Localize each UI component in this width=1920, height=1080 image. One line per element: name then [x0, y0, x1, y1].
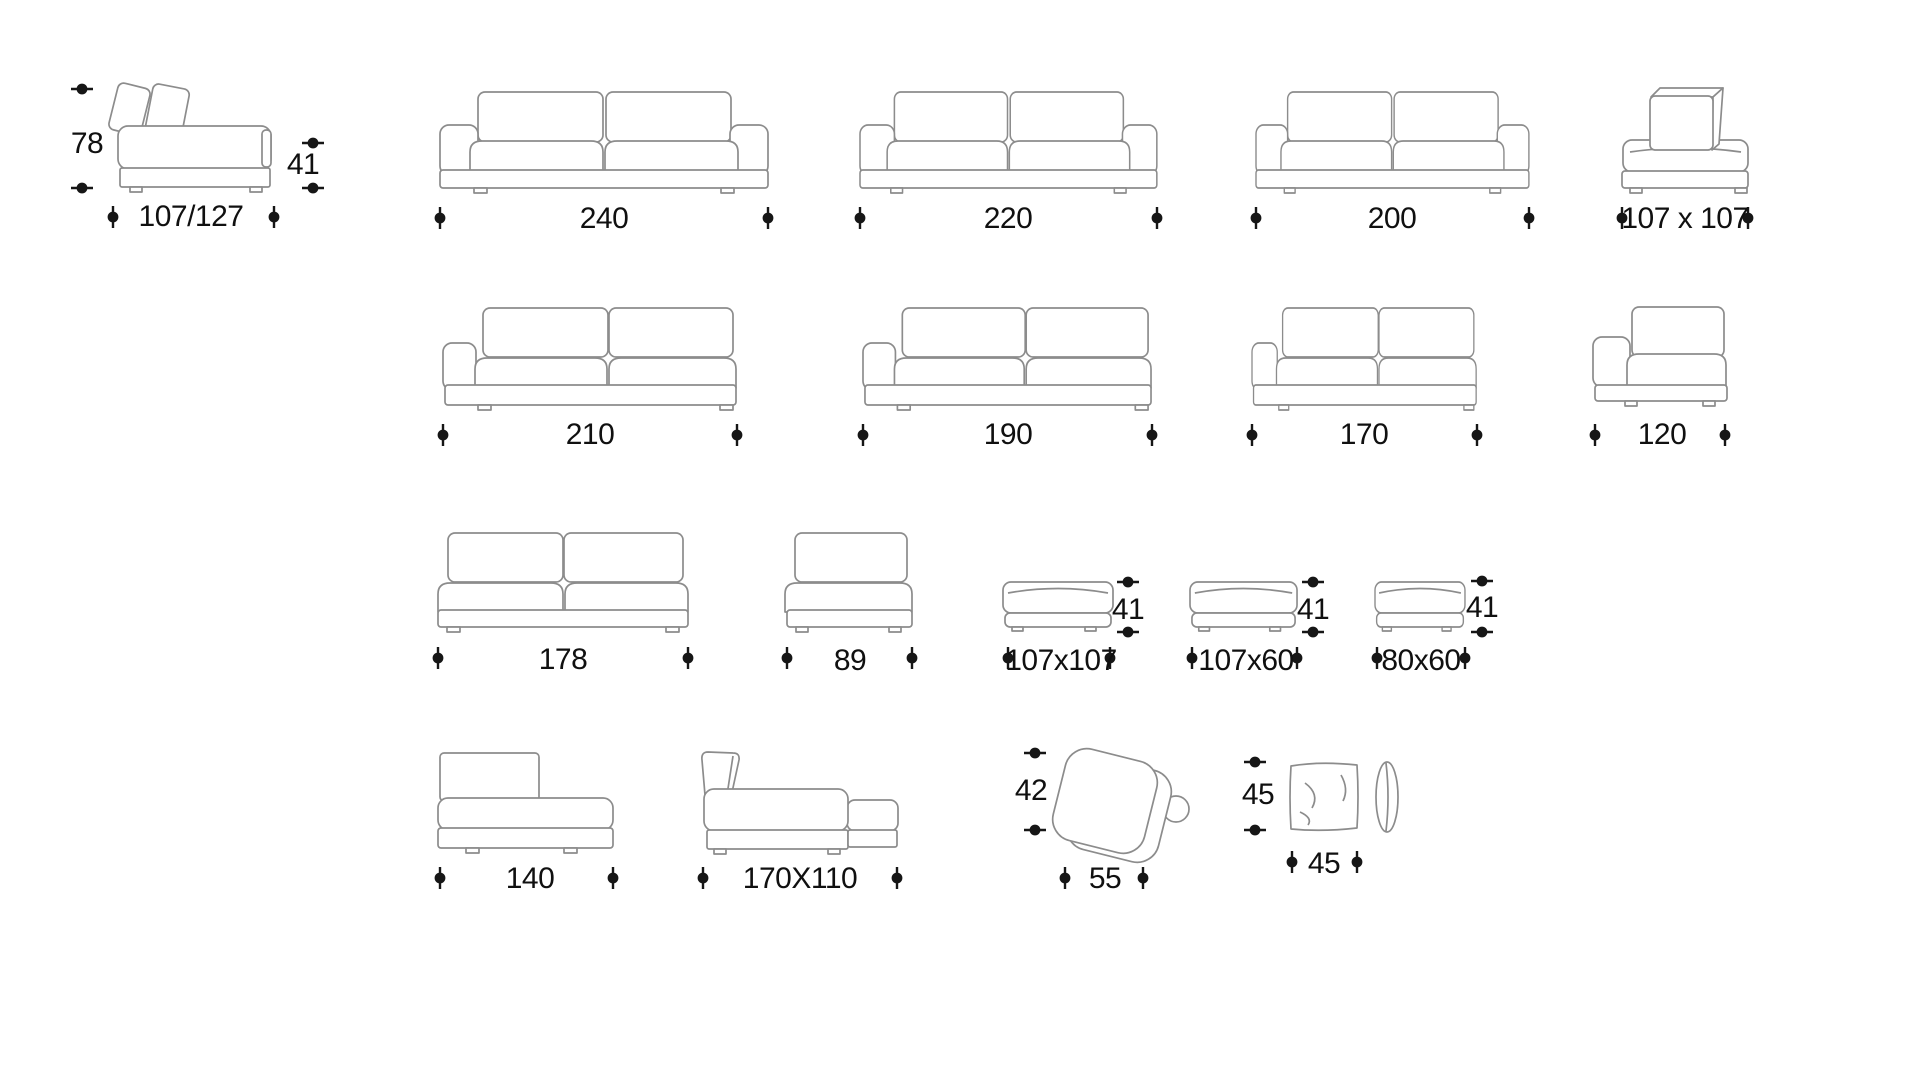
- dim-marker-icon: [1302, 628, 1324, 636]
- dim-marker-icon: [1302, 578, 1324, 586]
- dim-marker-icon: [1117, 578, 1139, 586]
- dim-label-armless-89: 89: [833, 644, 867, 677]
- dim-marker-icon: [1721, 424, 1729, 446]
- dim-label-chaise-140: 140: [505, 862, 555, 895]
- dim-marker-icon: [609, 867, 617, 889]
- dim-marker-icon: [1471, 628, 1493, 636]
- dim-marker-icon: [893, 867, 901, 889]
- dim-marker-icon: [434, 647, 442, 669]
- dim-marker-icon: [302, 139, 324, 147]
- dim-label-headrest-height: 42: [1014, 774, 1048, 807]
- dim-label-side-height: 78: [70, 127, 104, 160]
- dim-marker-icon: [1188, 647, 1196, 669]
- dim-marker-icon: [699, 867, 707, 889]
- dim-label-side-depth: 107/127: [138, 200, 244, 233]
- dim-marker-icon: [71, 184, 93, 192]
- dim-marker-icon: [1024, 826, 1046, 834]
- dim-label-armchair-120: 120: [1637, 418, 1687, 451]
- dim-marker-icon: [764, 207, 772, 229]
- dim-marker-icon: [1024, 749, 1046, 757]
- dim-marker-icon: [1353, 851, 1361, 873]
- dim-marker-icon: [1252, 207, 1260, 229]
- dim-marker-icon: [1148, 424, 1156, 446]
- dim-marker-icon: [733, 424, 741, 446]
- dim-marker-icon: [71, 85, 93, 93]
- dim-marker-icon: [1139, 867, 1147, 889]
- dim-marker-icon: [302, 184, 324, 192]
- dim-marker-icon: [1248, 424, 1256, 446]
- dim-label-ottoman-small-height: 41: [1465, 591, 1499, 624]
- dim-marker-icon: [1117, 628, 1139, 636]
- dim-marker-icon: [1591, 424, 1599, 446]
- dim-label-chaise-170x110: 170X110: [742, 862, 858, 895]
- dim-marker-icon: [1471, 577, 1493, 585]
- dim-marker-icon: [436, 207, 444, 229]
- dim-marker-icon: [1288, 851, 1296, 873]
- dim-label-sofa-240: 240: [579, 202, 629, 235]
- dim-marker-icon: [1373, 647, 1381, 669]
- dim-marker-icon: [856, 207, 864, 229]
- dim-label-pillow-height: 45: [1241, 778, 1275, 811]
- dim-label-sofa-190: 190: [983, 418, 1033, 451]
- dim-marker-icon: [436, 867, 444, 889]
- dim-label-headrest-width: 55: [1088, 862, 1122, 895]
- dim-marker-icon: [1525, 207, 1533, 229]
- dim-marker-icon: [1061, 867, 1069, 889]
- dim-marker-icon: [1461, 647, 1469, 669]
- dim-marker-icon: [109, 206, 117, 228]
- dim-label-armless-178: 178: [538, 643, 588, 676]
- dim-marker-icon: [439, 424, 447, 446]
- dim-label-seat-height: 41: [286, 148, 320, 181]
- dim-marker-icon: [783, 647, 791, 669]
- dim-label-sofa-200: 200: [1367, 202, 1417, 235]
- dim-label-ottoman-small-size: 80x60: [1381, 644, 1461, 677]
- dim-label-ottoman-large-size: 107x107: [1005, 644, 1117, 677]
- dim-marker-icon: [908, 647, 916, 669]
- dim-label-ottoman-large-height: 41: [1111, 593, 1145, 626]
- dim-marker-icon: [1244, 758, 1266, 766]
- dim-marker-icon: [270, 206, 278, 228]
- dim-marker-icon: [1473, 424, 1481, 446]
- dim-marker-icon: [859, 424, 867, 446]
- dim-label-corner: 107 x 107: [1621, 202, 1749, 235]
- dim-marker-icon: [1244, 826, 1266, 834]
- dim-label-ottoman-medium-height: 41: [1296, 593, 1330, 626]
- dim-label-sofa-170: 170: [1339, 418, 1389, 451]
- dim-label-sofa-220: 220: [983, 202, 1033, 235]
- dim-label-sofa-210: 210: [565, 418, 615, 451]
- dim-marker-icon: [1293, 647, 1301, 669]
- dim-label-pillow-width: 45: [1307, 847, 1341, 880]
- dim-marker-icon: [684, 647, 692, 669]
- dim-label-ottoman-medium-size: 107x60: [1198, 644, 1294, 677]
- dim-marker-icon: [1153, 207, 1161, 229]
